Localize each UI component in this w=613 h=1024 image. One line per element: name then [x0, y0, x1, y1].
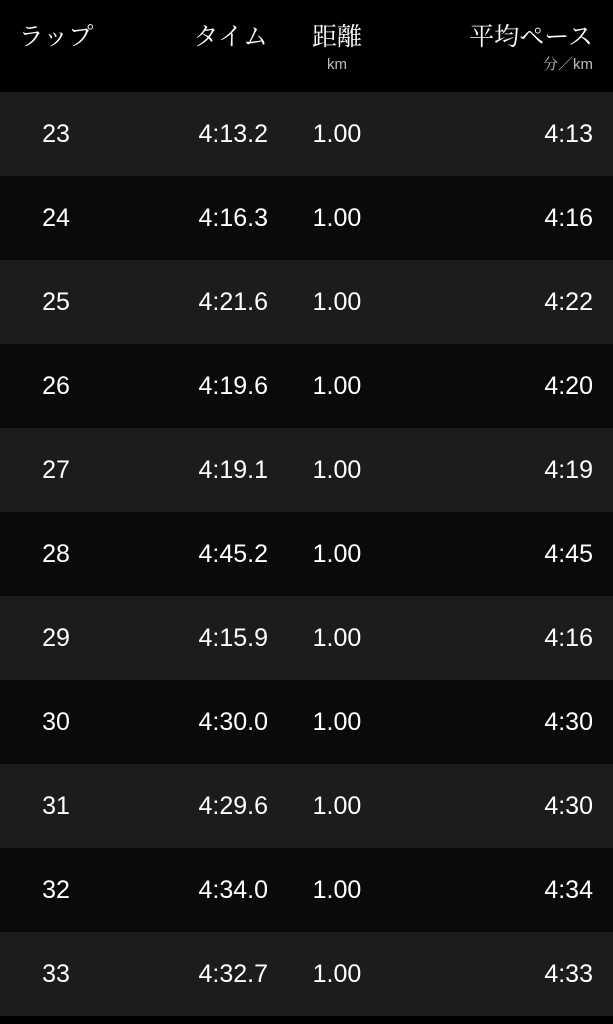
- column-header-distance-unit: km: [327, 56, 347, 73]
- table-header-row: [0, 0, 613, 92]
- column-header-avg-pace: [402, 22, 613, 75]
- column-header-distance: [272, 22, 402, 75]
- cell-avg-pace: 4:13: [544, 120, 593, 148]
- cell-time: 4:34.0: [198, 876, 268, 904]
- cell-time: 4:13.2: [198, 120, 268, 148]
- cell-distance: 1.00: [312, 120, 362, 148]
- cell-distance: 1.00: [312, 204, 362, 232]
- cell-distance: 1.00: [312, 456, 362, 484]
- cell-distance: 1.00: [312, 876, 362, 904]
- cell-distance: 1.00: [312, 708, 362, 736]
- cell-lap: 30: [42, 708, 70, 736]
- cell-lap: 25: [42, 288, 70, 316]
- cell-avg-pace: 4:19: [544, 456, 593, 484]
- cell-avg-pace: 4:34: [544, 876, 593, 904]
- column-header-avg-pace-label: 平均ペース: [469, 23, 593, 51]
- cell-time: 4:16.3: [198, 204, 268, 232]
- cell-lap: 31: [42, 792, 70, 820]
- column-header-distance-label: 距離: [311, 23, 362, 51]
- cell-avg-pace: 4:45: [544, 540, 593, 568]
- cell-distance: 1.00: [312, 960, 362, 988]
- cell-lap: 23: [42, 120, 70, 148]
- table-body: [0, 92, 613, 1024]
- cell-time: 4:15.9: [198, 624, 268, 652]
- cell-time: 4:32.7: [198, 960, 268, 988]
- cell-lap: 33: [42, 960, 70, 988]
- cell-distance: 1.00: [312, 372, 362, 400]
- cell-time: 4:30.0: [198, 708, 268, 736]
- table-row[interactable]: [0, 176, 613, 260]
- table-row[interactable]: [0, 428, 613, 512]
- column-header-time: [112, 22, 272, 55]
- cell-avg-pace: 4:16: [544, 624, 593, 652]
- table-row[interactable]: [0, 596, 613, 680]
- column-header-lap-label: ラップ: [18, 23, 94, 51]
- cell-time: 4:19.6: [198, 372, 268, 400]
- cell-lap: 27: [42, 456, 70, 484]
- cell-distance: 1.00: [312, 540, 362, 568]
- cell-time: 4:45.2: [198, 540, 268, 568]
- cell-avg-pace: 4:33: [544, 960, 593, 988]
- table-row[interactable]: [0, 680, 613, 764]
- cell-avg-pace: 4:16: [544, 204, 593, 232]
- column-header-avg-pace-unit: 分／km: [543, 56, 593, 73]
- cell-distance: 1.00: [312, 288, 362, 316]
- cell-lap: 28: [42, 540, 70, 568]
- cell-lap: 24: [42, 204, 70, 232]
- cell-time: 4:29.6: [198, 792, 268, 820]
- cell-avg-pace: 4:30: [544, 708, 593, 736]
- cell-lap: 32: [42, 876, 70, 904]
- table-row[interactable]: [0, 848, 613, 932]
- table-row[interactable]: [0, 92, 613, 176]
- cell-avg-pace: 4:20: [544, 372, 593, 400]
- cell-avg-pace: 4:22: [544, 288, 593, 316]
- table-row[interactable]: [0, 764, 613, 848]
- cell-distance: 1.00: [312, 792, 362, 820]
- table-row[interactable]: [0, 260, 613, 344]
- table-row[interactable]: [0, 344, 613, 428]
- cell-time: 4:19.1: [198, 456, 268, 484]
- cell-distance: 1.00: [312, 624, 362, 652]
- cell-avg-pace: 4:30: [544, 792, 593, 820]
- table-row[interactable]: [0, 512, 613, 596]
- cell-lap: 29: [42, 624, 70, 652]
- column-header-lap: [0, 22, 112, 55]
- cell-time: 4:21.6: [198, 288, 268, 316]
- cell-lap: 26: [42, 372, 70, 400]
- table-row[interactable]: [0, 932, 613, 1016]
- column-header-time-label: タイム: [193, 23, 268, 51]
